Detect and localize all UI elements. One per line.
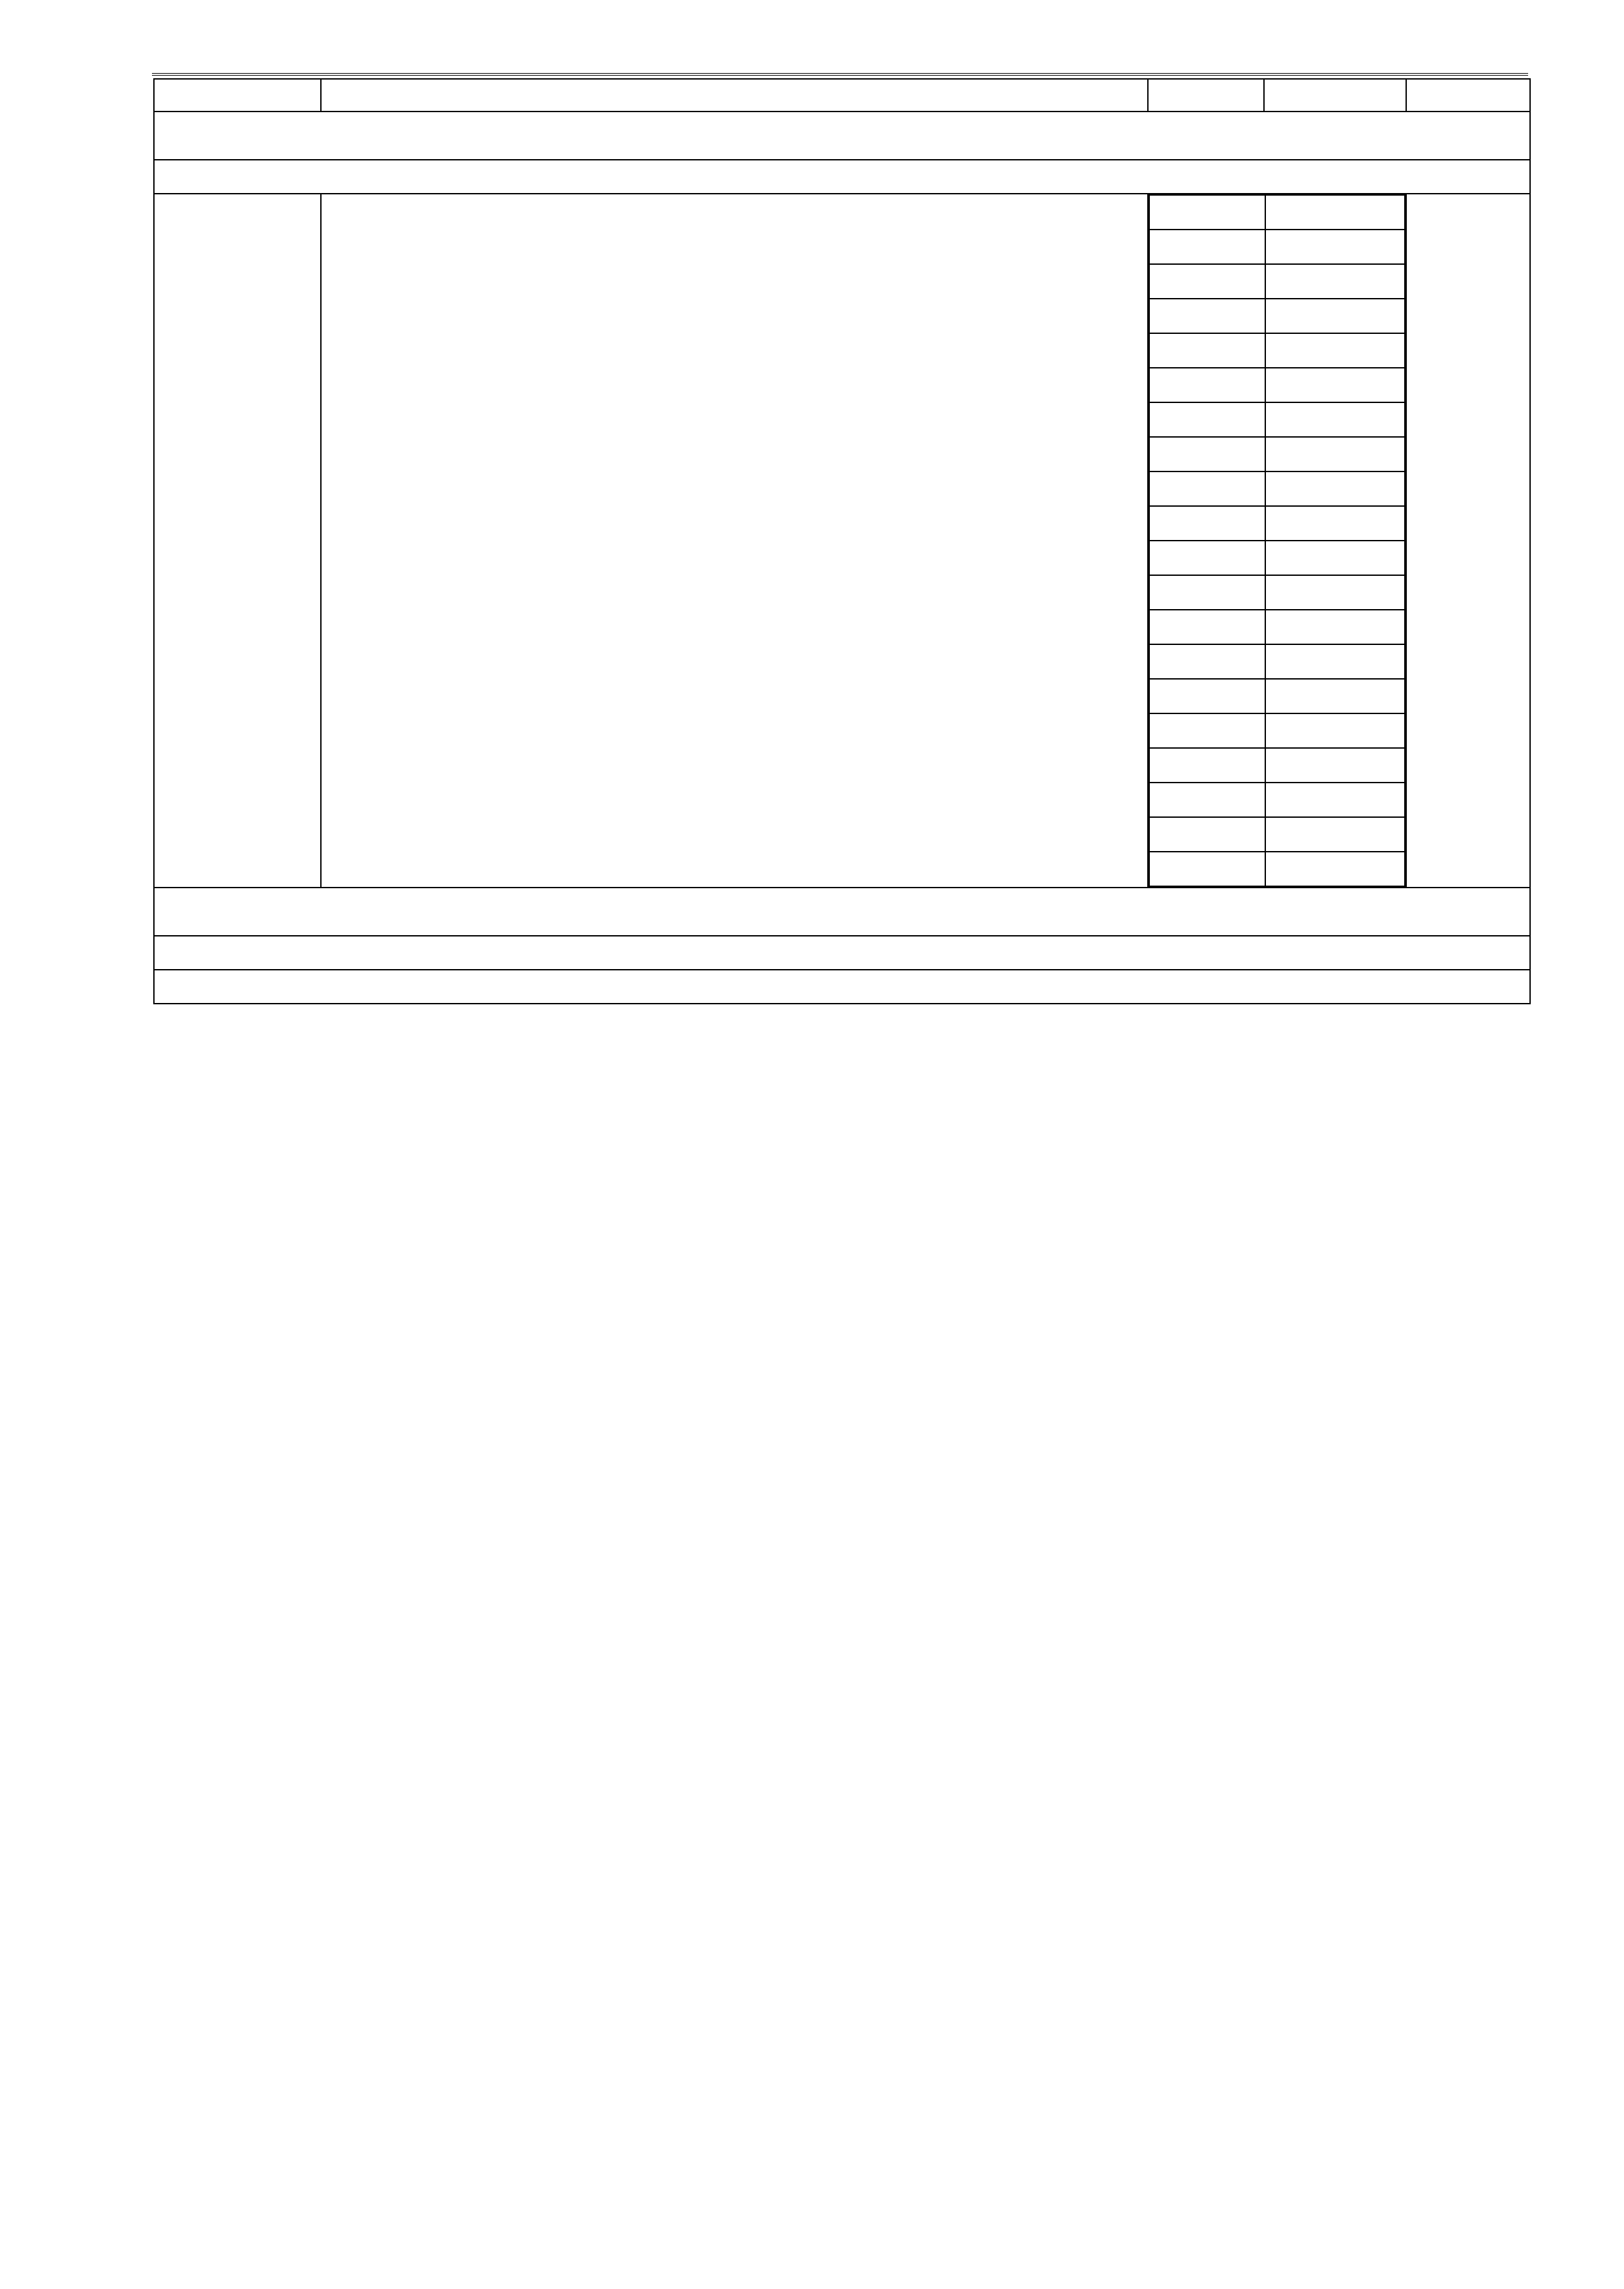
price-table bbox=[153, 78, 1531, 1004]
zone-price-row bbox=[1149, 333, 1405, 368]
column-number-3 bbox=[1149, 80, 1264, 111]
zone-price bbox=[1265, 230, 1405, 264]
measure bbox=[158, 936, 1526, 969]
subheading-row bbox=[154, 970, 1530, 1004]
zone-code bbox=[1149, 679, 1265, 713]
zone-price-row bbox=[1149, 852, 1405, 886]
zone-code bbox=[1149, 748, 1265, 783]
zone-code bbox=[1149, 541, 1265, 575]
measure bbox=[158, 160, 1526, 193]
zone-code bbox=[1149, 230, 1265, 264]
zone-price bbox=[1265, 783, 1405, 817]
zone-code bbox=[1149, 783, 1265, 817]
zone-price-row bbox=[1149, 644, 1405, 679]
zone-code bbox=[1149, 817, 1265, 852]
zone-price bbox=[1265, 541, 1405, 575]
subheading bbox=[321, 970, 1530, 1004]
table1-items bbox=[154, 194, 1530, 888]
zone-price-row bbox=[1149, 748, 1405, 783]
zone-code bbox=[1149, 471, 1265, 506]
zone-price bbox=[1265, 437, 1405, 471]
zone-price-row bbox=[1149, 402, 1405, 437]
table-title-row bbox=[154, 888, 1530, 936]
zone-price bbox=[1265, 299, 1405, 333]
zone-price bbox=[1265, 333, 1405, 368]
zone-price bbox=[1265, 575, 1405, 610]
zone-code bbox=[1149, 402, 1265, 437]
column-number-4 bbox=[1264, 80, 1406, 111]
zone-code bbox=[1149, 368, 1265, 402]
zone-price bbox=[1265, 402, 1405, 437]
zone-price-row bbox=[1149, 783, 1405, 817]
zone-price-row bbox=[1149, 817, 1405, 852]
column-number-2 bbox=[321, 79, 1148, 112]
table-title-row bbox=[154, 112, 1530, 160]
zone-price bbox=[1265, 368, 1405, 402]
zone-price bbox=[1265, 713, 1405, 748]
zone-code bbox=[1149, 610, 1265, 644]
column-number-5 bbox=[1406, 79, 1530, 112]
zone-code bbox=[1149, 264, 1265, 299]
item-description bbox=[321, 194, 1148, 888]
zone-price-row bbox=[1149, 713, 1405, 748]
zone-price-row bbox=[1149, 264, 1405, 299]
zone-price bbox=[1265, 506, 1405, 541]
zone-price bbox=[1265, 195, 1405, 230]
price-table-body bbox=[154, 79, 1530, 194]
zone-code bbox=[1149, 575, 1265, 610]
zone-price-row bbox=[1149, 437, 1405, 471]
zone-price-row bbox=[1149, 610, 1405, 644]
zone-price-row bbox=[1149, 541, 1405, 575]
zone-code bbox=[1149, 852, 1265, 886]
zone-price-row bbox=[1149, 368, 1405, 402]
zone-code bbox=[1149, 506, 1265, 541]
measure-row bbox=[154, 936, 1530, 970]
zone-price bbox=[1265, 817, 1405, 852]
zone-price-row bbox=[1149, 575, 1405, 610]
column-number-row bbox=[154, 79, 1530, 112]
zone-price bbox=[1265, 679, 1405, 713]
zone-price-table bbox=[1149, 194, 1406, 887]
zone-code bbox=[1149, 299, 1265, 333]
zone-price-cell bbox=[1148, 194, 1406, 888]
zone-code bbox=[1149, 333, 1265, 368]
measure-row bbox=[154, 160, 1530, 194]
zone-price-row bbox=[1149, 230, 1405, 264]
zone-price bbox=[1265, 748, 1405, 783]
zone-price bbox=[1265, 852, 1405, 886]
zone-price-row bbox=[1149, 299, 1405, 333]
zone-code bbox=[1149, 195, 1265, 230]
column-number-3-4 bbox=[1148, 79, 1406, 112]
column-number-1 bbox=[154, 79, 321, 112]
item-code bbox=[154, 194, 321, 888]
zone-price-row bbox=[1149, 195, 1405, 230]
zone-code bbox=[1149, 437, 1265, 471]
zone-price bbox=[1265, 610, 1405, 644]
item-row bbox=[154, 194, 1530, 888]
page-header bbox=[152, 34, 1528, 76]
zone-price bbox=[1265, 264, 1405, 299]
zone-price-row bbox=[1149, 506, 1405, 541]
zone-code bbox=[1149, 644, 1265, 679]
zone-code bbox=[1149, 713, 1265, 748]
zone-price-row bbox=[1149, 471, 1405, 506]
zone-price bbox=[1265, 644, 1405, 679]
zone-price-row bbox=[1149, 679, 1405, 713]
item-rate bbox=[1406, 194, 1530, 888]
zone-price bbox=[1265, 471, 1405, 506]
